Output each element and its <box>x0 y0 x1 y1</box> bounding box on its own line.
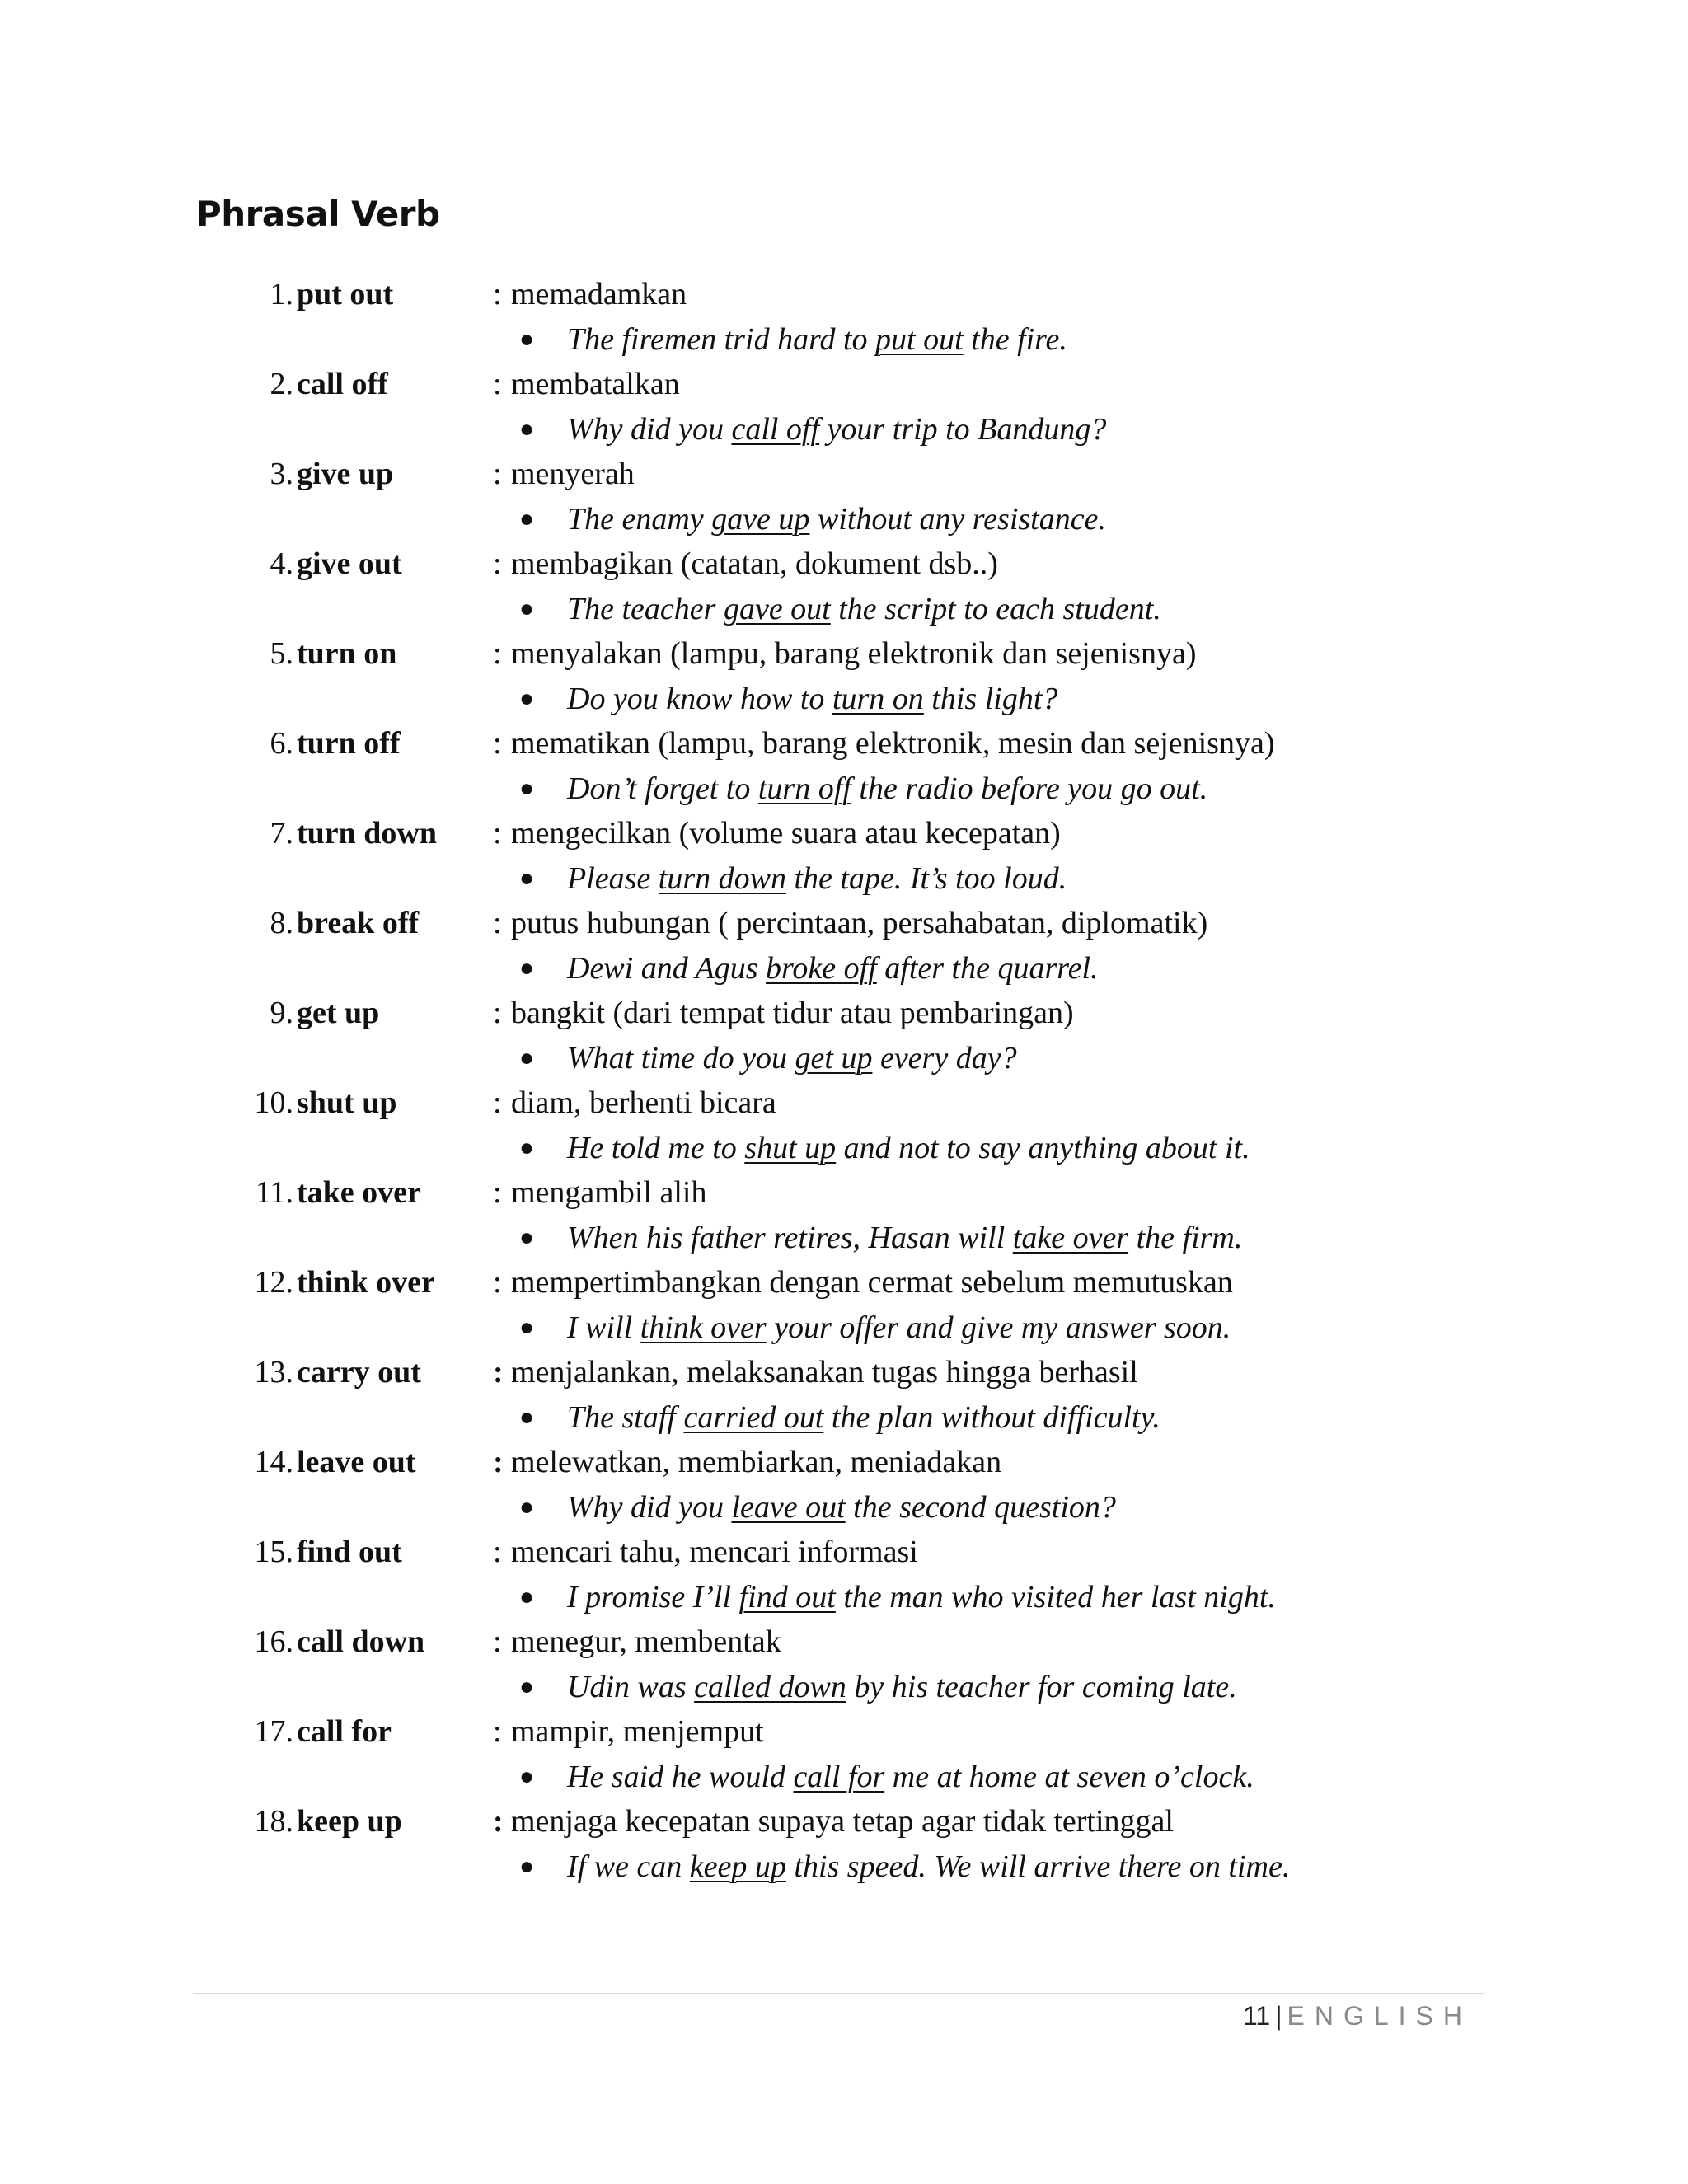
definition-row <box>0 901 1688 945</box>
definition-text: menyerah <box>511 457 635 491</box>
definition-row <box>0 1170 1688 1215</box>
example-text-before: When his father retires, Hasan will <box>567 1221 1013 1255</box>
item-number: 7. <box>270 816 293 851</box>
colon-separator: : <box>493 636 502 671</box>
bullet-icon: ● <box>519 1134 535 1161</box>
phrasal-verb-term: get up <box>297 996 380 1030</box>
phrasal-verb-term: keep up <box>297 1804 402 1839</box>
definition-row <box>0 1440 1688 1484</box>
example-sentence <box>567 1395 1160 1440</box>
list-item <box>0 1530 1688 1619</box>
list-item <box>0 1709 1688 1799</box>
example-text-before: Do you know how to <box>567 682 832 716</box>
example-text-after: the second question? <box>845 1490 1116 1525</box>
bullet-icon: ● <box>519 415 535 443</box>
bullet-icon: ● <box>519 1853 535 1880</box>
list-item <box>0 721 1688 811</box>
colon-separator: : <box>493 277 502 312</box>
phrasal-verb-term: call off <box>297 367 388 401</box>
bullet-icon: ● <box>519 685 535 712</box>
example-phrase-underlined: leave out <box>731 1490 846 1525</box>
example-row <box>0 1216 1688 1260</box>
example-text-before: If we can <box>567 1849 690 1884</box>
footer-divider <box>193 1993 1484 1994</box>
example-row <box>0 856 1688 901</box>
example-text-after: your trip to Bandung? <box>819 412 1107 447</box>
example-row <box>0 1575 1688 1619</box>
definition-row <box>0 811 1688 855</box>
example-sentence <box>567 946 1099 991</box>
list-item <box>0 1440 1688 1530</box>
definition-text: membatalkan <box>511 367 680 401</box>
example-row <box>0 1665 1688 1709</box>
example-text-after: and not to say anything about it. <box>836 1131 1250 1165</box>
example-text-before: He told me to <box>567 1131 745 1165</box>
definition-text: mempertimbangkan dengan cermat sebelum memutuskan <box>511 1265 1233 1300</box>
example-text-after: the fire. <box>963 322 1067 357</box>
definition-text: mencari tahu, mencari informasi <box>511 1535 918 1569</box>
example-text-before: He said he would <box>567 1760 794 1794</box>
definition-text: menyalakan (lampu, barang elektronik dan sejenisnya) <box>511 636 1197 671</box>
definition-row <box>0 1619 1688 1664</box>
colon-separator: : <box>493 1624 502 1659</box>
colon-separator: : <box>493 457 502 491</box>
phrasal-verb-term: turn off <box>297 726 401 761</box>
example-sentence <box>567 1665 1237 1709</box>
colon-separator: : <box>493 1265 502 1300</box>
example-text-after: the script to each student. <box>830 592 1161 626</box>
item-number: 4. <box>270 546 293 581</box>
example-text-before: I promise I’ll <box>567 1580 739 1615</box>
colon-separator: : <box>493 1175 502 1210</box>
colon-separator: : <box>493 1355 504 1390</box>
page-number: 11 <box>1242 2001 1271 2031</box>
list-item <box>0 901 1688 991</box>
colon-separator: : <box>493 1535 502 1569</box>
example-text-before: The staff <box>567 1400 684 1435</box>
phrasal-verb-term: give up <box>297 457 394 491</box>
example-phrase-underlined: get up <box>795 1041 873 1076</box>
example-text-before: Dewi and Agus <box>567 951 767 986</box>
definition-text: mematikan (lampu, barang elektronik, mesin dan sejenisnya) <box>511 726 1275 761</box>
item-number: 12. <box>254 1265 293 1300</box>
example-sentence <box>567 1036 1017 1080</box>
definition-text: putus hubungan ( percintaan, persahabatan, diplomatik) <box>511 906 1208 940</box>
example-row <box>0 587 1688 631</box>
example-sentence <box>567 587 1161 631</box>
bullet-icon: ● <box>519 1763 535 1790</box>
example-sentence <box>567 1485 1116 1530</box>
definition-text: mengambil alih <box>511 1175 707 1210</box>
section-label: ENGLISH <box>1287 2001 1472 2031</box>
example-row <box>0 1126 1688 1170</box>
example-sentence <box>567 407 1106 452</box>
phrasal-verb-term: put out <box>297 277 394 312</box>
colon-separator: : <box>493 1714 502 1749</box>
bullet-icon: ● <box>519 1314 535 1341</box>
list-item <box>0 452 1688 541</box>
example-sentence <box>567 1575 1276 1619</box>
example-phrase-underlined: shut up <box>744 1131 837 1165</box>
example-row <box>0 1844 1688 1889</box>
definition-row <box>0 631 1688 676</box>
item-number: 5. <box>270 636 293 671</box>
example-text-after: the firm. <box>1128 1221 1243 1255</box>
definition-row <box>0 721 1688 766</box>
bullet-icon: ● <box>519 505 535 532</box>
definition-text: melewatkan, membiarkan, meniadakan <box>511 1445 1002 1479</box>
example-sentence <box>567 317 1067 362</box>
definition-row <box>0 452 1688 496</box>
phrasal-verb-term: turn down <box>297 816 437 851</box>
example-text-after: the tape. It’s too loud. <box>786 861 1067 896</box>
example-text-after: this light? <box>923 682 1058 716</box>
item-number: 17. <box>254 1714 293 1749</box>
definition-text: menegur, membentak <box>511 1624 781 1659</box>
example-text-after: me at home at seven o’clock. <box>884 1760 1254 1794</box>
phrasal-verb-term: break off <box>297 906 420 940</box>
item-number: 16. <box>254 1624 293 1659</box>
list-item <box>0 1170 1688 1260</box>
definition-row <box>0 1080 1688 1125</box>
example-row <box>0 1305 1688 1350</box>
list-item <box>0 272 1688 362</box>
definition-row <box>0 1350 1688 1394</box>
phrasal-verb-term: call for <box>297 1714 392 1749</box>
example-text-after: every day? <box>872 1041 1017 1076</box>
bullet-icon: ● <box>519 775 535 802</box>
phrasal-verb-term: find out <box>297 1535 402 1569</box>
colon-separator: : <box>493 996 502 1030</box>
bullet-icon: ● <box>519 595 535 622</box>
colon-separator: : <box>493 816 502 851</box>
example-row <box>0 946 1688 991</box>
bullet-icon: ● <box>519 1404 535 1431</box>
bullet-icon: ● <box>519 1224 535 1251</box>
phrasal-verb-term: give out <box>297 546 402 581</box>
page-title: Phrasal Verb <box>196 194 440 234</box>
definition-row <box>0 1799 1688 1844</box>
item-number: 6. <box>270 726 293 761</box>
example-text-before: Why did you <box>567 1490 732 1525</box>
colon-separator: : <box>493 367 502 401</box>
example-text-before: Why did you <box>567 412 732 447</box>
example-phrase-underlined: call off <box>731 412 820 447</box>
example-phrase-underlined: broke off <box>766 951 877 986</box>
example-text-before: Udin was <box>567 1670 695 1704</box>
example-sentence <box>567 766 1207 811</box>
definition-row <box>0 272 1688 316</box>
definition-row <box>0 1260 1688 1305</box>
item-number: 14. <box>254 1445 293 1479</box>
definition-text: diam, berhenti bicara <box>511 1085 776 1120</box>
example-phrase-underlined: called down <box>694 1670 846 1704</box>
list-item <box>0 1080 1688 1170</box>
phrasal-verb-list <box>0 272 1688 1889</box>
item-number: 11. <box>255 1175 293 1210</box>
bullet-icon: ● <box>519 865 535 892</box>
item-number: 15. <box>254 1535 293 1569</box>
example-text-after: the plan without difficulty. <box>823 1400 1160 1435</box>
example-text-after: after the quarrel. <box>876 951 1099 986</box>
example-row <box>0 317 1688 362</box>
example-phrase-underlined: gave up <box>711 502 810 537</box>
example-text-before: The teacher <box>567 592 724 626</box>
example-text-before: The firemen trid hard to <box>567 322 876 357</box>
colon-separator: : <box>493 546 502 581</box>
definition-text: menjalankan, melaksanakan tugas hingga berhasil <box>511 1355 1138 1390</box>
item-number: 13. <box>254 1355 293 1390</box>
example-phrase-underlined: turn on <box>832 682 924 716</box>
phrasal-verb-term: take over <box>297 1175 421 1210</box>
example-phrase-underlined: put out <box>875 322 964 357</box>
example-sentence <box>567 497 1106 541</box>
phrasal-verb-term: shut up <box>297 1085 397 1120</box>
example-sentence <box>567 856 1067 901</box>
example-phrase-underlined: turn off <box>757 771 851 806</box>
definition-row <box>0 541 1688 586</box>
definition-text: menjaga kecepatan supaya tetap agar tidak tertinggal <box>511 1804 1174 1839</box>
item-number: 8. <box>270 906 293 940</box>
example-row <box>0 1036 1688 1080</box>
example-row <box>0 677 1688 721</box>
phrasal-verb-term: carry out <box>297 1355 421 1390</box>
colon-separator: : <box>493 1804 504 1839</box>
item-number: 18. <box>254 1804 293 1839</box>
colon-separator: : <box>493 1085 502 1120</box>
bullet-icon: ● <box>519 1673 535 1700</box>
definition-row <box>0 362 1688 406</box>
example-sentence <box>567 1755 1254 1799</box>
bullet-icon: ● <box>519 1583 535 1610</box>
list-item <box>0 1260 1688 1350</box>
example-row <box>0 1485 1688 1530</box>
example-text-after: by his teacher for coming late. <box>846 1670 1237 1704</box>
item-number: 2. <box>270 367 293 401</box>
example-phrase-underlined: keep up <box>689 1849 786 1884</box>
example-phrase-underlined: carried out <box>683 1400 824 1435</box>
list-item <box>0 541 1688 631</box>
example-phrase-underlined: find out <box>738 1580 836 1615</box>
definition-row <box>0 991 1688 1035</box>
footer-separator: | <box>1275 2001 1282 2031</box>
list-item <box>0 1350 1688 1440</box>
phrasal-verb-term: leave out <box>297 1445 416 1479</box>
bullet-icon: ● <box>519 326 535 353</box>
example-row <box>0 1395 1688 1440</box>
example-phrase-underlined: call for <box>793 1760 885 1794</box>
example-row <box>0 766 1688 811</box>
phrasal-verb-term: call down <box>297 1624 425 1659</box>
example-phrase-underlined: take over <box>1012 1221 1129 1255</box>
list-item <box>0 991 1688 1080</box>
definition-text: mengecilkan (volume suara atau kecepatan) <box>511 816 1061 851</box>
example-text-after: the radio before you go out. <box>851 771 1208 806</box>
example-text-after: the man who visited her last night. <box>835 1580 1276 1615</box>
bullet-icon: ● <box>519 1493 535 1521</box>
definition-text: bangkit (dari tempat tidur atau pembaringan) <box>511 996 1074 1030</box>
list-item <box>0 1619 1688 1709</box>
example-text-before: Please <box>567 861 659 896</box>
example-row <box>0 497 1688 541</box>
example-text-after: without any resistance. <box>809 502 1106 537</box>
list-item <box>0 1799 1688 1889</box>
example-phrase-underlined: think over <box>640 1310 767 1345</box>
example-text-after: your offer and give my answer soon. <box>766 1310 1231 1345</box>
list-item <box>0 362 1688 452</box>
example-phrase-underlined: turn down <box>658 861 786 896</box>
example-phrase-underlined: gave out <box>723 592 831 626</box>
example-sentence <box>567 677 1057 721</box>
example-text-before: What time do you <box>567 1041 795 1076</box>
colon-separator: : <box>493 726 502 761</box>
phrasal-verb-term: think over <box>297 1265 435 1300</box>
example-text-before: Don’t forget to <box>567 771 758 806</box>
definition-text: membagikan (catatan, dokument dsb..) <box>511 546 998 581</box>
list-item <box>0 811 1688 901</box>
colon-separator: : <box>493 906 502 940</box>
example-sentence <box>567 1216 1242 1260</box>
bullet-icon: ● <box>519 954 535 982</box>
example-text-before: The enamy <box>567 502 712 537</box>
example-text-after: this speed. We will arrive there on time. <box>785 1849 1291 1884</box>
item-number: 10. <box>254 1085 293 1120</box>
example-sentence <box>567 1305 1231 1350</box>
example-text-before: I will <box>567 1310 640 1345</box>
colon-separator: : <box>493 1445 504 1479</box>
bullet-icon: ● <box>519 1044 535 1071</box>
item-number: 9. <box>270 996 293 1030</box>
definition-row <box>0 1530 1688 1574</box>
definition-text: mampir, menjemput <box>511 1714 764 1749</box>
example-sentence <box>567 1126 1250 1170</box>
example-sentence <box>567 1844 1290 1889</box>
definition-row <box>0 1709 1688 1754</box>
example-row <box>0 407 1688 452</box>
item-number: 3. <box>270 457 293 491</box>
example-row <box>0 1755 1688 1799</box>
list-item <box>0 631 1688 721</box>
phrasal-verb-term: turn on <box>297 636 397 671</box>
definition-text: memadamkan <box>511 277 687 312</box>
item-number: 1. <box>270 277 293 312</box>
page-footer <box>1243 2001 1472 2032</box>
